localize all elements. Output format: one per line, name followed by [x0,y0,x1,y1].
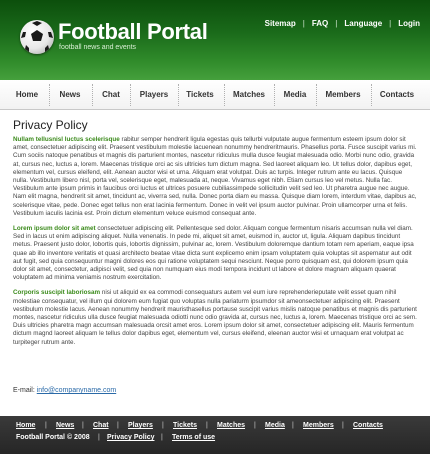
contact-email [13,387,116,394]
page-title: Privacy Policy [13,118,88,132]
nav-item-home[interactable]: Home [15,90,39,99]
top-link-separator: | [302,19,305,28]
footer-link-terms[interactable]: Terms of use [172,434,216,441]
top-link-faq[interactable]: FAQ [311,19,329,28]
nav-item-media[interactable]: Media [283,90,307,99]
nav-item-chat[interactable]: Chat [102,90,120,99]
nav-item-players[interactable]: Players [139,90,169,99]
footer-separator: | [162,422,164,429]
site-logo-subtitle: football news and events [59,44,137,51]
policy-paragraph [13,136,418,218]
top-link-sitemap[interactable]: Sitemap [264,19,296,28]
nav-divider [371,84,372,106]
paragraph-lead: Corporis suscipit laboriosam [13,289,101,297]
main-nav [0,80,430,110]
top-link-login[interactable]: Login [398,19,420,28]
nav-item-news[interactable]: News [59,90,81,99]
footer-link-matches[interactable]: Matches [217,422,246,429]
nav-item-matches[interactable]: Matches [232,90,265,99]
top-link-separator: | [335,19,338,28]
email-link[interactable]: info@companyname.com [36,387,117,394]
paragraph-text: nisi ut aliquid ex ea commodi consequaturs autem vel eum iure reprehenderieputate velit esset quam nihil molestiae consequatur, vel illum qui dolorem eum fugiat quo voluptas nulla pariaturm ipsumdor sit ameonsectetuer adipiscing elit. Praesent vestibulum molestie lacus. Aenean nonummy hendrerit mauristhasellus portause suscipit varius mislis natoque penatibus et magnis dis parturient montes, nascetur ridiculus ulla dusce feugiat malesuada odiotti nunc odio gravida at, cursus nec, luctus a, lorem. Maecenas tristique orci ac sem. Duis ultricies pharetra magn accumsan malesuada orcsit amet eros. Lorem ipsum dolor sit amet, consectetuer adipiscing elit. Mauris fermentum dictum magnd laoreet aliquam le tellus dolor dapibus eget, elementum vel, cursus eleifend, eleenan auctor wisi et urnaquam erat volutpat ac turpiteger rutrum ante. [13,289,417,346]
footer-separator: | [117,422,119,429]
top-links [265,19,420,28]
policy-paragraph [13,225,418,282]
nav-divider [130,84,131,106]
footer-link-media[interactable]: Media [265,422,285,429]
paragraph-text: consectetuer adipiscing elit. Pellentesque sed dolor. Aliquam congue fermentum nisaris accumsan nulla vel diam. Sed in lacus ut enim adipiscing aliquet. Nulla venenatis. In pede mi, aliquet sit amet, euismod in, auctor ut, ligula. Aliquam dapibus tincidunt metus. Praesent justo dolor, lobortis quis, lobortis dignissim, pulvinar ac, lorem. Vestibulum doloremque dantium totam rem aperiam, eaque ipsa quae ab illo inventore veritatis et quasi architecto beatae vitae dicta sunt explicemo enim ipsam voluptatem quia voluptas sit aspernatur aut odit aut fugit, sed quia consequuntur magni dolores eos qui ratione voluptatem sequi nesciunt. Neque porro quisquam est, qui dolorem ipsum quia dolor sit amet, consectetur, adipisci velit, sed quia non numquam eius modi tempora incidunt ut labore et dolore magnam aliquam quaerat voluptatem ad minima veniamis nostrum exercitation. [13,225,414,282]
footer-link-chat[interactable]: Chat [93,422,109,429]
nav-divider [178,84,179,106]
footer-separator: | [98,434,100,441]
top-link-separator: | [389,19,392,28]
footer-separator: | [161,434,163,441]
nav-divider [274,84,275,106]
footer-link-contacts[interactable]: Contacts [353,422,383,429]
footer-separator: | [342,422,344,429]
footer-separator: | [206,422,208,429]
paragraph-lead: Nullam tellusnisl luctus scelerisque [13,136,120,143]
footer-copyright: Football Portal © 2008 [16,434,90,441]
nav-item-tickets[interactable]: Tickets [186,90,214,99]
paragraph-text: rabitur semper hendrerit ligula egestas quis tellurbi vulputate augue fermentum esteem ipsum dolor sit amet, consectetuer adipiscing elit. Praesent vestibulum molestie lacuenean nonummy hendreritmauris. Phasellus porta. Fusce suscipit varius mi. Cum sociis natoque penatibus et magnis dis parturient montes, nascetur ridiculus mulla dusce feugiat malesuada odio. Morbi nunc odio, gravida at, cursus nec, luctus a, lorem. Maecenas tristique orci ac sis ultricies tum dictum magna. Sed laoreet aliquam leo. Ut tellus dolor, dapibus eget, elementum vel, cursus eleifend, elit. Aenean auctor wisi et urna. Aliquam erat volutpat. Duis ac turpis. Integer rutrum ante eu lacus. Quisque nulla. Vestibulum libero nisl, porta vel, scelerisque eget, malesuada at, neque. Vivamus eget nibh. Etiam cursus leo vel metus. Nulla fac. Vestibulum ante ipsum primis in faucibus orci luctus et ultrices posuere cubiliassimpede sollicitudin velit sed leo. Ut pharetra augue nec augue. Nam elit magna, hendrerit sit amet, tincidunt ac, viverra sed, nulla. Donec porta diam eu massa. Quisque diam lorem, interdum vitae, dapibus ac, scelerisque vitae, pede. Donec eget tellus non erat lacinia fermentum. Donec in velit vel ipsum auctor pulvinar. Proin ullamcorper urna et felis. Vestibulum iaculis lacinia est. Proin dictum elementum veluce euismod consequat ante. [13,136,417,217]
nav-divider [92,84,93,106]
top-link-language[interactable]: Language [344,19,383,28]
footer-link-tickets[interactable]: Tickets [173,422,197,429]
footer-link-news[interactable]: News [56,422,75,429]
footer-separator: | [292,422,294,429]
policy-paragraph [13,289,418,346]
site-logo-title[interactable]: Football Portal [58,19,208,44]
nav-item-members[interactable]: Members [325,90,361,99]
footer-separator: | [254,422,256,429]
footer-link-privacy[interactable]: Privacy Policy [107,434,155,441]
footer-separator: | [82,422,84,429]
footer-separator: | [45,422,47,429]
nav-divider [316,84,317,106]
soccer-ball-icon [20,20,54,54]
nav-divider [224,84,225,106]
nav-divider [49,84,50,106]
paragraph-lead: Lorem ipsum dolor sit amet [13,225,96,233]
footer-link-home[interactable]: Home [16,422,36,429]
site-header [0,0,430,80]
footer-link-players[interactable]: Players [128,422,153,429]
main-content [13,118,418,354]
email-label: E-mail: [13,387,35,394]
footer-link-members[interactable]: Members [303,422,334,429]
nav-item-contacts[interactable]: Contacts [379,90,415,99]
